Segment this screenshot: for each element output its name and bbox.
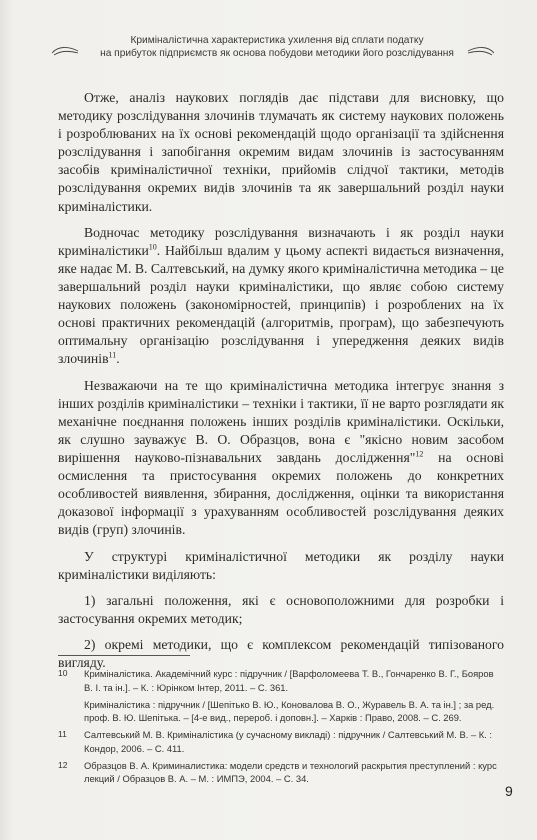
footnote-10-continued (58, 698, 504, 725)
list-item-2: 2) окремі методики, що є комплексом рекомендацій типізованого вигляду. (58, 637, 504, 671)
footnote-text: Криміналістика. Академічний курс : підручник / [Варфоломеева Т. В., Гончаренко В. Г., Бояров В. І. та ін.]. – К. : Юрінком Інтер, 2011. – С. 361. (84, 668, 494, 693)
footnotes (58, 667, 504, 789)
list-item-1: 1) загальні положення, які є основоположними для розробки і застосування окремих методик; (58, 592, 504, 626)
footnote-text: Криміналістика : підручник / [Шепітько В. Ю., Коновалова В. О., Журавель В. А. та ін.] ; за ред. проф. В. Ю. Шепітька. – [4-е вид., перероб. і доповн.]. – Харків : Право, 2008. – С. 269. (84, 698, 495, 723)
footnote-separator (58, 655, 190, 656)
main-text (58, 89, 504, 680)
footnote-ref-12: 12 (415, 449, 424, 459)
page-number: 9 (505, 783, 513, 799)
running-header-line-1: Криміналістична характеристика ухилення від сплати податку (130, 35, 424, 46)
paragraph-3: Незважаючи на те що криміналістична методика інтегрує знання з інших розділів криміналістики – техніки і тактики, її не варто розглядати як механічне поєднання положень інших розділів криміналістики. Оскільки, як слушно зауважує В. О. Образцов, вона є "якісно новим засобом вирішення науково-пізнавальних завдань дослідження"$^{12}$ на основі осмислення та пристосування окремих положень до конкретних особливостей виявлення, збирання, дослідження, оцінки та використання доказової інформації з урахуванням особливостей розслідування деяких видів (груп) злочинів. (58, 377, 504, 538)
paragraph-4: У структурі криміналістичної методики як розділу науки криміналістики виділяють: (58, 548, 504, 582)
footnote-number: 12 (58, 759, 68, 770)
footnote-10 (58, 667, 504, 694)
paragraph-2: Водночас методику розслідування визначають і як розділ науки криміналістики$^{10}$. Найбільш вдалим у цьому аспекті видається визначення, яке надає М. В. Салтевський, на думку якого криміналістична методика – це завершальний розділ науки криміналістики, що являє собою систему наукових положень (закономірностей, принципів) і розроблених на їх основі практичних рекомендацій (алгоритмів, програм), що забезпечують оптимальну організацію розслідування і упередження деяких видів злочинів$^{11}$. (58, 224, 504, 367)
footnote-ref-11: 11 (108, 350, 117, 360)
footnote-12 (58, 759, 504, 786)
footnote-ref-10: 10 (148, 242, 157, 252)
footnote-text: Образцов В. А. Криминалистика: модели средств и технологий раскрытия преступлений : курс лекций / Образцов В. А. – М. : ИМПЭ, 2004. – С. 34. (84, 759, 497, 784)
running-header (58, 34, 496, 60)
footnote-text: Салтевський М. В. Криміналістика (у сучасному викладі) : підручник / Салтевський М. В. – К. : Кондор, 2006. – С. 411. (84, 729, 493, 754)
running-header-line-2: на прибуток підприємств як основа побудови методики його розслідування (100, 48, 454, 59)
footnote-number: 11 (58, 729, 67, 739)
footnote-11 (58, 728, 504, 755)
paragraph-1: Отже, аналіз наукових поглядів дає підстави для висновку, що методику розслідування злочинів тлумачать як систему наукових положень і розроблюваних на їх основі рекомендацій щодо організації та здійснення розслідування і запобігання окремим видам злочинів із застосуванням засобів криміналістичної техніки, прийомів слідчої тактики, методів розслідування окремих видів злочинів та як завершальний розділ науки криміналістики. (58, 90, 504, 214)
footnote-number: 10 (58, 668, 68, 678)
